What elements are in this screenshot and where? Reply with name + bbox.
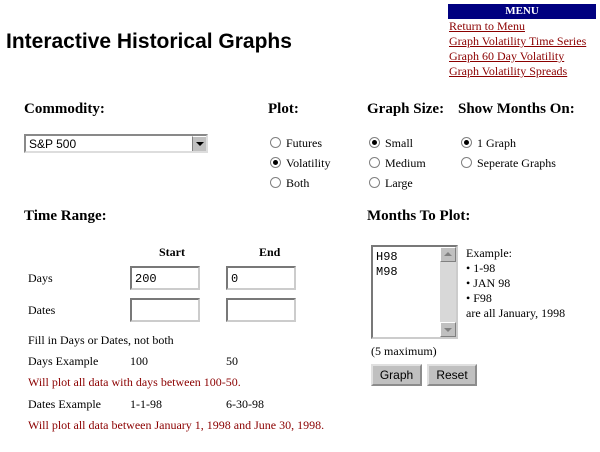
- bullet-icon: •: [466, 291, 471, 305]
- menu-link-60-day-volatility[interactable]: Graph 60 Day Volatility: [449, 49, 565, 63]
- end-column-header: End: [259, 245, 281, 259]
- show-months-option-separate[interactable]: Seperate Graphs: [461, 156, 556, 171]
- example-item: • 1-98: [466, 261, 496, 275]
- days-example-label: Days Example: [28, 354, 99, 368]
- month-entry: H98: [376, 250, 398, 264]
- radio-checked-icon[interactable]: [270, 157, 281, 168]
- example-title: Example:: [466, 246, 512, 260]
- days-example-start: 100: [130, 354, 148, 368]
- days-example-end: 50: [226, 354, 238, 368]
- dates-example-label: Dates Example: [28, 397, 101, 411]
- radio-checked-icon[interactable]: [369, 137, 380, 148]
- size-option-large[interactable]: Large: [369, 176, 413, 191]
- dates-example-start: 1-1-98: [130, 397, 162, 411]
- commodity-label: Commodity:: [24, 101, 105, 117]
- menu-link-return[interactable]: Return to Menu: [449, 19, 525, 33]
- size-option-medium[interactable]: Medium: [369, 156, 426, 171]
- start-column-header: Start: [159, 245, 185, 259]
- radio-checked-icon[interactable]: [461, 137, 472, 148]
- dates-example-description: Will plot all data between January 1, 1998 and June 30, 1998.: [28, 418, 325, 432]
- graph-button[interactable]: Graph: [371, 364, 422, 386]
- plot-option-both[interactable]: Both: [270, 176, 309, 191]
- textarea-scrollbar[interactable]: [440, 247, 456, 337]
- months-max-note: (5 maximum): [371, 344, 437, 358]
- dates-label: Dates: [28, 303, 56, 317]
- chevron-down-icon[interactable]: [192, 136, 206, 151]
- size-option-small[interactable]: Small: [369, 136, 413, 151]
- show-months-label: Show Months On:: [458, 101, 575, 117]
- reset-button[interactable]: Reset: [427, 364, 477, 386]
- example-footer: are all January, 1998: [466, 306, 566, 320]
- radio-icon[interactable]: [369, 157, 380, 168]
- example-item: • JAN 98: [466, 276, 511, 290]
- days-example-description: Will plot all data with days between 100-50.: [28, 375, 241, 389]
- dates-end-input[interactable]: [226, 298, 296, 322]
- bullet-icon: •: [466, 261, 471, 275]
- radio-icon[interactable]: [461, 157, 472, 168]
- days-end-input[interactable]: 0: [226, 266, 296, 290]
- plot-option-volatility[interactable]: Volatility: [270, 156, 330, 171]
- commodity-selected-value: S&P 500: [29, 137, 77, 151]
- months-to-plot-label: Months To Plot:: [367, 208, 471, 224]
- menu-panel: [448, 4, 596, 79]
- graph-size-label: Graph Size:: [367, 101, 445, 117]
- fill-in-note: Fill in Days or Dates, not both: [28, 333, 174, 347]
- dates-start-input[interactable]: [130, 298, 200, 322]
- days-label: Days: [28, 271, 53, 285]
- radio-icon[interactable]: [270, 137, 281, 148]
- show-months-option-one-graph[interactable]: 1 Graph: [461, 136, 516, 151]
- page-title: Interactive Historical Graphs: [6, 30, 292, 53]
- months-textarea[interactable]: [371, 245, 458, 339]
- menu-header: MENU: [448, 4, 596, 19]
- radio-icon[interactable]: [270, 177, 281, 188]
- plot-option-futures[interactable]: Futures: [270, 136, 322, 151]
- month-entry: M98: [376, 265, 398, 279]
- menu-link-volatility-time-series[interactable]: Graph Volatility Time Series: [449, 34, 587, 48]
- radio-icon[interactable]: [369, 177, 380, 188]
- time-range-label: Time Range:: [24, 208, 107, 224]
- plot-label: Plot:: [268, 101, 299, 117]
- scroll-down-icon[interactable]: [440, 322, 456, 337]
- dates-example-end: 6-30-98: [226, 397, 264, 411]
- bullet-icon: •: [466, 276, 471, 290]
- commodity-select[interactable]: [24, 134, 208, 153]
- days-start-input[interactable]: 200: [130, 266, 200, 290]
- example-item: • F98: [466, 291, 492, 305]
- scroll-up-icon[interactable]: [440, 247, 456, 262]
- menu-link-volatility-spreads[interactable]: Graph Volatility Spreads: [449, 64, 568, 78]
